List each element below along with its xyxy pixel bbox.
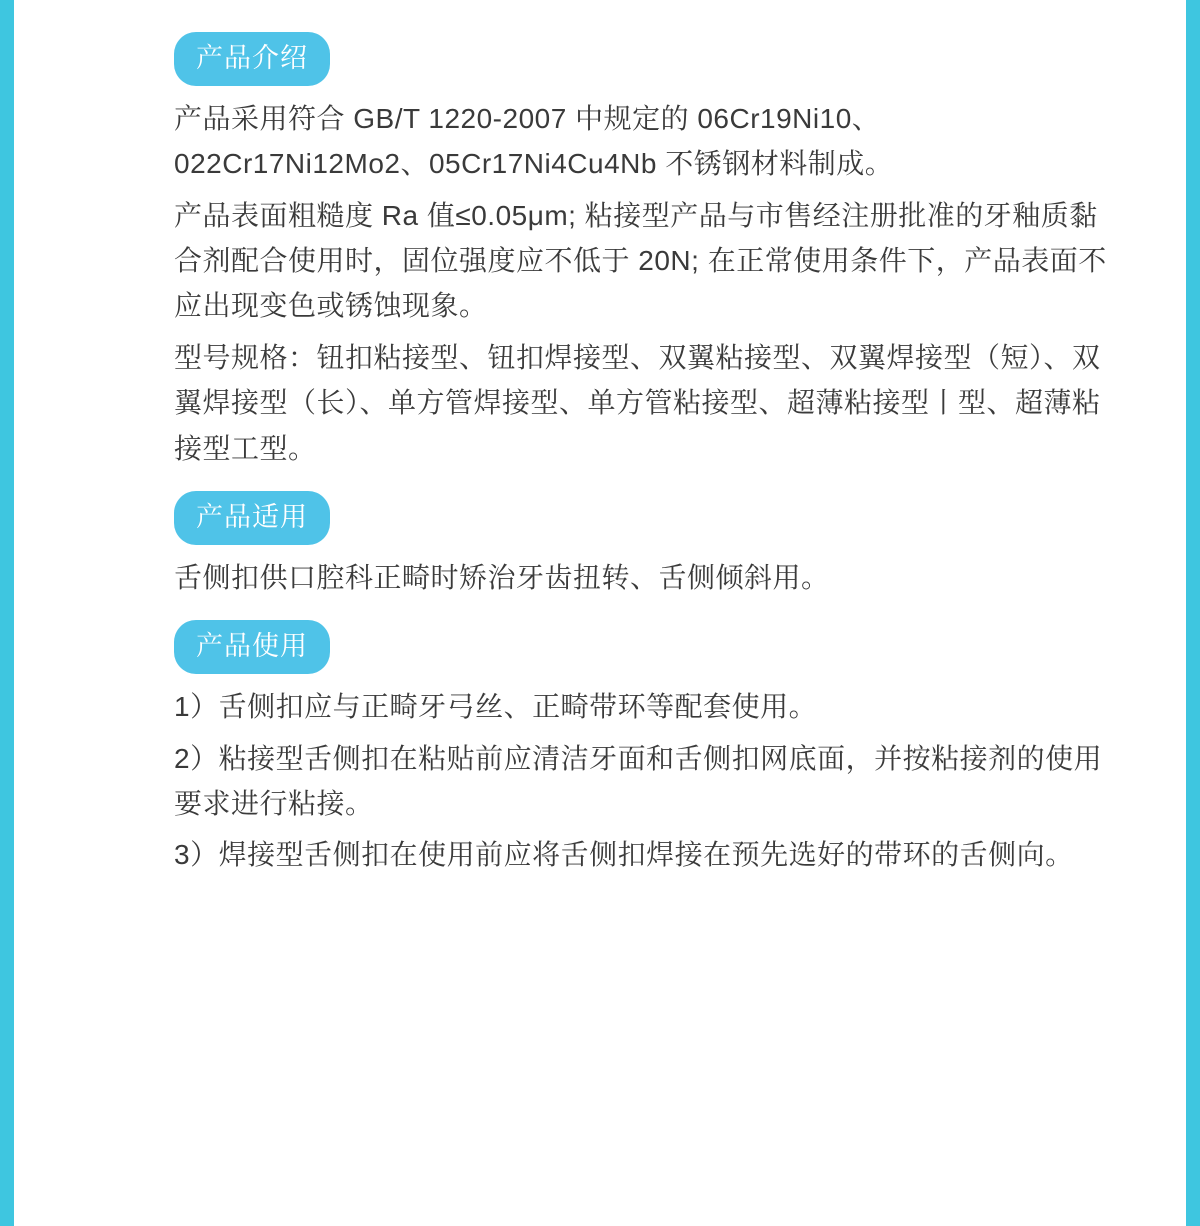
document-content bbox=[14, 0, 1186, 878]
section-product-intro bbox=[174, 32, 1126, 471]
paragraph-roughness: 产品表面粗糙度 Ra 值≤0.05μm; 粘接型产品与市售经注册批准的牙釉质黏合剂配合使用时，固位强度应不低于 20N; 在正常使用条件下，产品表面不应出现变色或锈蚀现象。 bbox=[174, 199, 1107, 322]
spacer-1 bbox=[174, 481, 1126, 491]
section-heading-product-application: 产品适用 bbox=[174, 491, 330, 545]
section-product-application bbox=[174, 491, 1126, 600]
spacer-2 bbox=[174, 610, 1126, 620]
section-product-usage bbox=[174, 620, 1126, 877]
usage-step-3: 3）焊接型舌侧扣在使用前应将舌侧扣焊接在预先选好的带环的舌侧向。 bbox=[174, 839, 1074, 871]
left-edge-accent-bar bbox=[0, 0, 14, 1226]
paragraph-models: 型号规格：钮扣粘接型、钮扣焊接型、双翼粘接型、双翼焊接型（短）、双翼焊接型（长）、单方管焊接型、单方管粘接型、超薄粘接型丨型、超薄粘接型工型。 bbox=[174, 341, 1101, 464]
right-edge-accent-bar bbox=[1186, 0, 1200, 1226]
usage-step-1: 1）舌侧扣应与正畸牙弓丝、正畸带环等配套使用。 bbox=[174, 691, 818, 723]
paragraph-material: 产品采用符合 GB/T 1220-2007 中规定的 06Cr19Ni10、022Cr17Ni12Mo2、05Cr17Ni4Cu4Nb 不锈钢材料制成。 bbox=[174, 103, 894, 180]
section-heading-product-intro: 产品介绍 bbox=[174, 32, 330, 86]
paragraph-application: 舌侧扣供口腔科正畸时矫治牙齿扭转、舌侧倾斜用。 bbox=[174, 561, 830, 593]
document-page bbox=[14, 0, 1186, 1226]
usage-step-2: 2）粘接型舌侧扣在粘贴前应清洁牙面和舌侧扣网底面，并按粘接剂的使用要求进行粘接。 bbox=[174, 742, 1103, 819]
section-heading-product-usage: 产品使用 bbox=[174, 620, 330, 674]
